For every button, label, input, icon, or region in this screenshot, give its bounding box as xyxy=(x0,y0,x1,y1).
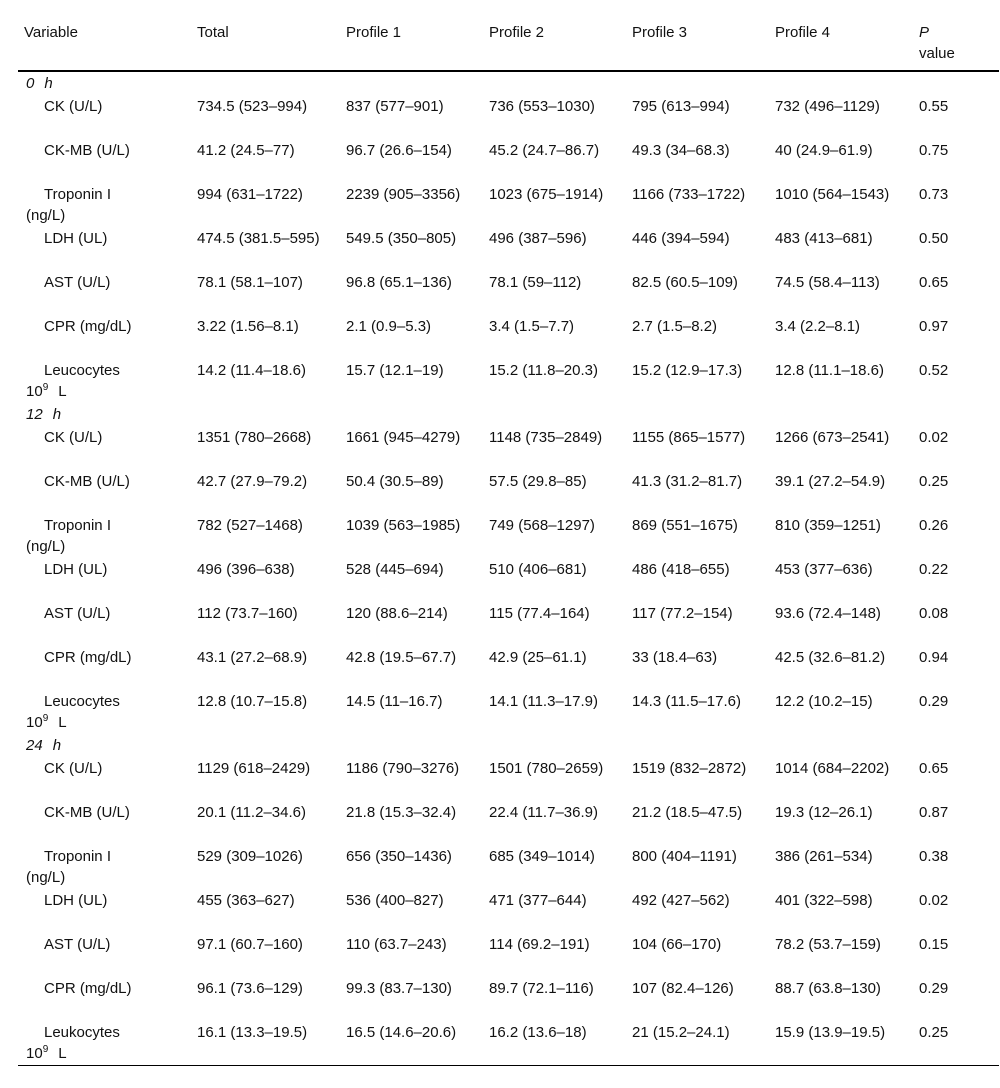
cell-variable xyxy=(18,933,191,977)
cell-profile-3: 1155 (865–1577) xyxy=(632,429,746,446)
table-row xyxy=(18,801,999,845)
cell-p-value: 0.73 xyxy=(919,186,949,203)
cell-profile-1: 96.8 (65.1–136) xyxy=(346,274,452,291)
cell-profile-3: 800 (404–1191) xyxy=(632,848,737,865)
variable-name: CK-MB (U/L) xyxy=(44,142,130,159)
variable-name: Troponin I xyxy=(44,517,111,534)
variable-unit xyxy=(26,205,187,226)
header-profile-3: Profile 3 xyxy=(632,24,688,41)
cell-profile-4: 3.4 (2.2–8.1) xyxy=(775,318,861,335)
cell-profile-1: 528 (445–694) xyxy=(346,561,444,578)
table-row xyxy=(18,602,999,646)
cell-total: 529 (309–1026) xyxy=(197,848,303,865)
cell-p-value: 0.55 xyxy=(919,98,949,115)
cell-p-value: 0.15 xyxy=(919,936,949,953)
cell-profile-4: 453 (377–636) xyxy=(775,561,873,578)
cell-profile-2: 115 (77.4–164) xyxy=(489,605,590,622)
cell-variable xyxy=(18,1021,191,1066)
cell-profile-4: 93.6 (72.4–148) xyxy=(775,605,881,622)
cell-p-value: 0.26 xyxy=(919,517,949,534)
cell-profile-2: 45.2 (24.7–86.7) xyxy=(489,142,600,159)
cell-profile-3: 21.2 (18.5–47.5) xyxy=(632,804,743,821)
variable-name: CK (U/L) xyxy=(44,760,103,777)
cell-total: 16.1 (13.3–19.5) xyxy=(197,1024,308,1041)
cell-total: 474.5 (381.5–595) xyxy=(197,230,320,247)
cell-profile-4: 40 (24.9–61.9) xyxy=(775,142,873,159)
cell-profile-3: 795 (613–994) xyxy=(632,98,730,115)
variable-name: CK-MB (U/L) xyxy=(44,804,130,821)
variable-unit-text: (ng/L) xyxy=(26,869,66,886)
cell-profile-3: 104 (66–170) xyxy=(632,936,722,953)
cell-profile-4: 88.7 (63.8–130) xyxy=(775,980,881,997)
cell-p-value: 0.97 xyxy=(919,318,949,335)
variable-unit-exponent: 9 xyxy=(42,382,49,393)
cell-profile-1: 96.7 (26.6–154) xyxy=(346,142,452,159)
cell-profile-2: 22.4 (11.7–36.9) xyxy=(489,804,598,821)
table-row xyxy=(18,933,999,977)
cell-profile-3: 117 (77.2–154) xyxy=(632,605,733,622)
time-unit: h xyxy=(52,406,62,423)
variable-unit xyxy=(26,536,187,557)
cell-variable xyxy=(18,514,191,558)
variable-name: Troponin I xyxy=(44,186,111,203)
header-total: Total xyxy=(197,24,229,41)
header-p-letter: P xyxy=(919,24,930,41)
cell-profile-2: 3.4 (1.5–7.7) xyxy=(489,318,575,335)
cell-profile-4: 1014 (684–2202) xyxy=(775,760,890,777)
cell-profile-4: 19.3 (12–26.1) xyxy=(775,804,873,821)
cell-profile-2: 42.9 (25–61.1) xyxy=(489,649,587,666)
variable-name: CK-MB (U/L) xyxy=(44,473,130,490)
cell-variable xyxy=(18,690,191,734)
time-group-row xyxy=(18,71,999,95)
cell-profile-2: 16.2 (13.6–18) xyxy=(489,1024,587,1041)
cell-profile-2: 496 (387–596) xyxy=(489,230,587,247)
cell-p-value: 0.02 xyxy=(919,892,949,909)
variable-name: Troponin I xyxy=(44,848,111,865)
cell-profile-3: 869 (551–1675) xyxy=(632,517,738,534)
cell-total: 20.1 (11.2–34.6) xyxy=(197,804,306,821)
table-row xyxy=(18,95,999,139)
cell-profile-1: 120 (88.6–214) xyxy=(346,605,448,622)
cell-profile-4: 386 (261–534) xyxy=(775,848,873,865)
cell-profile-1: 16.5 (14.6–20.6) xyxy=(346,1024,457,1041)
cell-p-value: 0.25 xyxy=(919,473,949,490)
cell-profile-4: 1266 (673–2541) xyxy=(775,429,890,446)
time-value: 24 xyxy=(26,737,43,754)
variable-name: CK (U/L) xyxy=(44,429,103,446)
time-group-row xyxy=(18,734,999,757)
table-header xyxy=(18,12,999,71)
cell-profile-1: 21.8 (15.3–32.4) xyxy=(346,804,457,821)
cell-profile-4: 483 (413–681) xyxy=(775,230,873,247)
cell-total: 97.1 (60.7–160) xyxy=(197,936,303,953)
table-row xyxy=(18,139,999,183)
cell-profile-4: 74.5 (58.4–113) xyxy=(775,274,880,291)
cell-p-value: 0.22 xyxy=(919,561,949,578)
lab-values-table xyxy=(18,12,999,1066)
cell-profile-3: 1166 (733–1722) xyxy=(632,186,746,203)
cell-profile-1: 42.8 (19.5–67.7) xyxy=(346,649,457,666)
cell-profile-1: 837 (577–901) xyxy=(346,98,444,115)
cell-profile-1: 1186 (790–3276) xyxy=(346,760,460,777)
table-row xyxy=(18,977,999,1021)
variable-name: Leucocytes xyxy=(44,362,120,379)
table-row xyxy=(18,889,999,933)
cell-profile-2: 15.2 (11.8–20.3) xyxy=(489,362,598,379)
cell-profile-1: 99.3 (83.7–130) xyxy=(346,980,452,997)
variable-unit-exponent: 9 xyxy=(42,713,49,724)
cell-variable xyxy=(18,801,191,845)
variable-unit-suffix: L xyxy=(58,714,67,731)
table-row xyxy=(18,271,999,315)
table-row xyxy=(18,514,999,558)
cell-total: 42.7 (27.9–79.2) xyxy=(197,473,308,490)
variable-name: LDH (UL) xyxy=(44,561,108,578)
cell-profile-3: 1519 (832–2872) xyxy=(632,760,747,777)
variable-name: CPR (mg/dL) xyxy=(44,980,132,997)
cell-total: 112 (73.7–160) xyxy=(197,605,298,622)
variable-unit-text: (ng/L) xyxy=(26,538,66,555)
table-row xyxy=(18,1021,999,1066)
variable-unit xyxy=(26,712,187,733)
cell-profile-2: 78.1 (59–112) xyxy=(489,274,582,291)
cell-total: 12.8 (10.7–15.8) xyxy=(197,693,308,710)
time-group-label xyxy=(18,403,999,426)
cell-profile-1: 2239 (905–3356) xyxy=(346,186,461,203)
variable-name: AST (U/L) xyxy=(44,274,111,291)
cell-profile-1: 2.1 (0.9–5.3) xyxy=(346,318,432,335)
variable-unit-text: 10 xyxy=(26,1045,43,1062)
cell-profile-2: 57.5 (29.8–85) xyxy=(489,473,587,490)
table-row xyxy=(18,426,999,470)
header-profile-2: Profile 2 xyxy=(489,24,545,41)
variable-unit xyxy=(26,1043,187,1064)
cell-profile-4: 78.2 (53.7–159) xyxy=(775,936,881,953)
cell-profile-2: 1148 (735–2849) xyxy=(489,429,603,446)
cell-profile-2: 1501 (780–2659) xyxy=(489,760,604,777)
cell-profile-1: 549.5 (350–805) xyxy=(346,230,457,247)
header-profile-1: Profile 1 xyxy=(346,24,402,41)
header-row xyxy=(18,12,999,71)
cell-profile-3: 107 (82.4–126) xyxy=(632,980,734,997)
cell-p-value: 0.29 xyxy=(919,693,949,710)
cell-profile-3: 492 (427–562) xyxy=(632,892,730,909)
table-row xyxy=(18,227,999,271)
cell-profile-2: 1023 (675–1914) xyxy=(489,186,604,203)
cell-p-value: 0.50 xyxy=(919,230,949,247)
cell-profile-4: 42.5 (32.6–81.2) xyxy=(775,649,886,666)
cell-variable xyxy=(18,602,191,646)
cell-profile-3: 446 (394–594) xyxy=(632,230,730,247)
variable-name: CPR (mg/dL) xyxy=(44,318,132,335)
cell-profile-3: 82.5 (60.5–109) xyxy=(632,274,738,291)
cell-profile-1: 50.4 (30.5–89) xyxy=(346,473,444,490)
cell-variable xyxy=(18,227,191,271)
cell-p-value: 0.29 xyxy=(919,980,949,997)
cell-variable xyxy=(18,315,191,359)
cell-profile-3: 15.2 (12.9–17.3) xyxy=(632,362,743,379)
cell-p-value: 0.52 xyxy=(919,362,949,379)
cell-profile-3: 21 (15.2–24.1) xyxy=(632,1024,730,1041)
cell-profile-2: 471 (377–644) xyxy=(489,892,587,909)
cell-profile-2: 749 (568–1297) xyxy=(489,517,595,534)
time-unit: h xyxy=(44,75,53,92)
cell-profile-1: 110 (63.7–243) xyxy=(346,936,447,953)
table-row xyxy=(18,315,999,359)
cell-profile-3: 486 (418–655) xyxy=(632,561,730,578)
variable-name: LDH (UL) xyxy=(44,230,108,247)
variable-unit xyxy=(26,867,187,888)
cell-profile-1: 1039 (563–1985) xyxy=(346,517,461,534)
header-p-value xyxy=(913,12,999,71)
cell-variable xyxy=(18,646,191,690)
variable-unit xyxy=(26,381,187,402)
cell-profile-1: 15.7 (12.1–19) xyxy=(346,362,444,379)
cell-total: 782 (527–1468) xyxy=(197,517,303,534)
time-group-row xyxy=(18,403,999,426)
table-row xyxy=(18,690,999,734)
variable-unit-text: 10 xyxy=(26,714,43,731)
cell-profile-3: 2.7 (1.5–8.2) xyxy=(632,318,718,335)
cell-profile-3: 14.3 (11.5–17.6) xyxy=(632,693,741,710)
table-row xyxy=(18,183,999,227)
cell-profile-4: 1010 (564–1543) xyxy=(775,186,890,203)
cell-total: 455 (363–627) xyxy=(197,892,295,909)
variable-name: LDH (UL) xyxy=(44,892,108,909)
cell-p-value: 0.65 xyxy=(919,760,949,777)
cell-p-value: 0.38 xyxy=(919,848,949,865)
variable-unit-suffix: L xyxy=(58,383,67,400)
variable-name: Leukocytes xyxy=(44,1024,120,1041)
header-p-word: value xyxy=(919,45,955,62)
cell-p-value: 0.65 xyxy=(919,274,949,291)
cell-profile-4: 401 (322–598) xyxy=(775,892,873,909)
cell-profile-3: 33 (18.4–63) xyxy=(632,649,718,666)
cell-variable xyxy=(18,558,191,602)
cell-profile-1: 14.5 (11–16.7) xyxy=(346,693,443,710)
table-wrapper xyxy=(18,12,999,1066)
table-row xyxy=(18,558,999,602)
cell-profile-4: 15.9 (13.9–19.5) xyxy=(775,1024,886,1041)
cell-variable xyxy=(18,757,191,801)
cell-profile-2: 114 (69.2–191) xyxy=(489,936,590,953)
variable-unit-text: (ng/L) xyxy=(26,207,66,224)
cell-total: 496 (396–638) xyxy=(197,561,295,578)
table-row xyxy=(18,757,999,801)
variable-name: AST (U/L) xyxy=(44,936,111,953)
table-row xyxy=(18,845,999,889)
time-group-label xyxy=(18,734,999,757)
cell-total: 1129 (618–2429) xyxy=(197,760,311,777)
cell-variable xyxy=(18,845,191,889)
cell-profile-1: 656 (350–1436) xyxy=(346,848,452,865)
cell-total: 41.2 (24.5–77) xyxy=(197,142,295,159)
cell-total: 734.5 (523–994) xyxy=(197,98,308,115)
table-row xyxy=(18,470,999,514)
cell-total: 14.2 (11.4–18.6) xyxy=(197,362,306,379)
cell-total: 43.1 (27.2–68.9) xyxy=(197,649,308,666)
cell-profile-2: 510 (406–681) xyxy=(489,561,587,578)
time-group-label xyxy=(18,71,999,95)
cell-total: 78.1 (58.1–107) xyxy=(197,274,303,291)
cell-variable xyxy=(18,139,191,183)
cell-variable xyxy=(18,95,191,139)
cell-profile-4: 810 (359–1251) xyxy=(775,517,881,534)
time-unit: h xyxy=(52,737,62,754)
table-row xyxy=(18,359,999,403)
table-body xyxy=(18,71,999,1066)
cell-profile-2: 685 (349–1014) xyxy=(489,848,595,865)
cell-p-value: 0.87 xyxy=(919,804,949,821)
cell-profile-1: 536 (400–827) xyxy=(346,892,444,909)
variable-name: AST (U/L) xyxy=(44,605,111,622)
cell-profile-1: 1661 (945–4279) xyxy=(346,429,461,446)
variable-name: CK (U/L) xyxy=(44,98,103,115)
cell-p-value: 0.25 xyxy=(919,1024,949,1041)
cell-profile-4: 39.1 (27.2–54.9) xyxy=(775,473,886,490)
cell-p-value: 0.94 xyxy=(919,649,949,666)
cell-variable xyxy=(18,889,191,933)
cell-profile-4: 12.2 (10.2–15) xyxy=(775,693,873,710)
cell-total: 96.1 (73.6–129) xyxy=(197,980,303,997)
cell-profile-4: 12.8 (11.1–18.6) xyxy=(775,362,884,379)
cell-variable xyxy=(18,183,191,227)
variable-name: Leucocytes xyxy=(44,693,120,710)
cell-total: 994 (631–1722) xyxy=(197,186,303,203)
cell-variable xyxy=(18,426,191,470)
cell-profile-2: 736 (553–1030) xyxy=(489,98,595,115)
cell-p-value: 0.02 xyxy=(919,429,949,446)
variable-unit-exponent: 9 xyxy=(42,1044,49,1055)
variable-name: CPR (mg/dL) xyxy=(44,649,132,666)
cell-p-value: 0.08 xyxy=(919,605,949,622)
variable-unit-suffix: L xyxy=(58,1045,67,1062)
cell-p-value: 0.75 xyxy=(919,142,949,159)
variable-unit-text: 10 xyxy=(26,383,43,400)
cell-profile-2: 14.1 (11.3–17.9) xyxy=(489,693,598,710)
cell-total: 3.22 (1.56–8.1) xyxy=(197,318,299,335)
cell-profile-3: 41.3 (31.2–81.7) xyxy=(632,473,743,490)
cell-profile-4: 732 (496–1129) xyxy=(775,98,880,115)
header-variable: Variable xyxy=(24,24,78,41)
cell-variable xyxy=(18,271,191,315)
time-value: 0 xyxy=(26,75,35,92)
cell-variable xyxy=(18,470,191,514)
cell-profile-2: 89.7 (72.1–116) xyxy=(489,980,594,997)
time-value: 12 xyxy=(26,406,43,423)
cell-profile-3: 49.3 (34–68.3) xyxy=(632,142,730,159)
cell-total: 1351 (780–2668) xyxy=(197,429,312,446)
cell-variable xyxy=(18,977,191,1021)
header-profile-4: Profile 4 xyxy=(775,24,831,41)
table-row xyxy=(18,646,999,690)
cell-variable xyxy=(18,359,191,403)
